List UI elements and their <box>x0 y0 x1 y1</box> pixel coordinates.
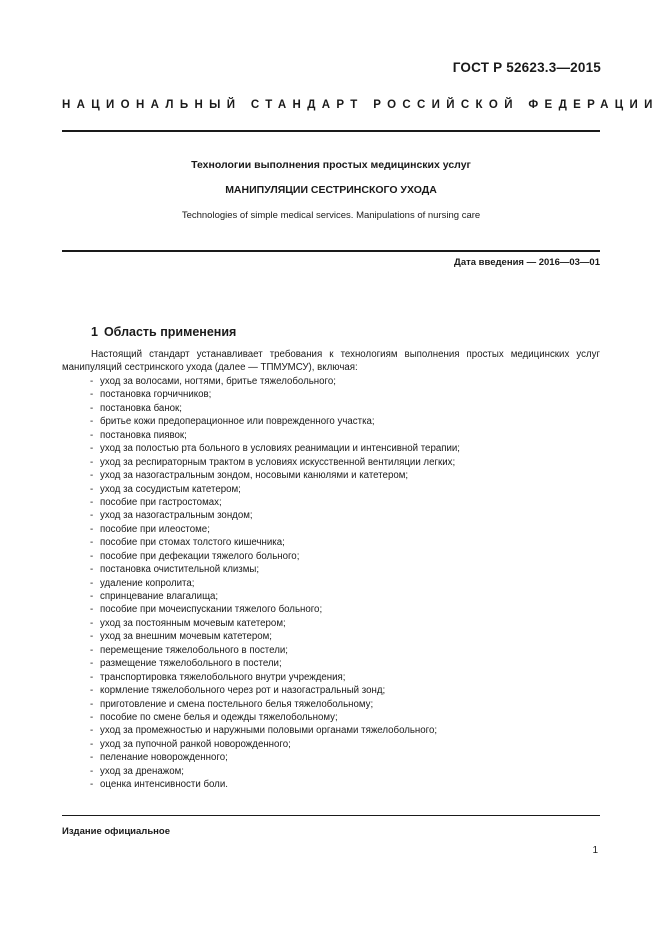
list-item <box>90 456 460 469</box>
section-heading <box>91 325 236 339</box>
list-item-text: приготовление и смена постельного белья тяжелобольному; <box>100 698 374 710</box>
list-dash: - <box>90 537 94 549</box>
list-item-text: уход за внешним мочевым катетером; <box>100 631 272 643</box>
top-divider <box>62 130 600 132</box>
list-dash: - <box>90 443 94 455</box>
list-item <box>90 657 460 670</box>
official-edition-label: Издание официальное <box>62 826 170 837</box>
list-dash: - <box>90 483 94 495</box>
list-dash: - <box>90 725 94 737</box>
list-item-text: постановка очистительной клизмы; <box>100 564 260 576</box>
list-item-text: удаление копролита; <box>100 577 195 589</box>
list-item <box>90 550 460 563</box>
document-title: Технологии выполнения простых медицинских услуг <box>191 159 471 171</box>
list-item <box>90 711 460 724</box>
section-title: Область применения <box>103 325 237 339</box>
list-dash: - <box>90 416 94 428</box>
list-item-text: уход за промежностью и наружными половыми органами тяжелобольного; <box>100 725 438 737</box>
list-item <box>90 563 460 576</box>
list-dash: - <box>90 402 94 414</box>
list-item <box>90 388 460 401</box>
list-dash: - <box>90 644 94 656</box>
list-item <box>90 590 460 603</box>
list-item-text: постановка пиявок; <box>100 429 187 441</box>
list-item <box>90 577 460 590</box>
list-item <box>90 509 460 522</box>
list-item <box>90 375 460 388</box>
list-item <box>90 469 460 482</box>
list-item <box>90 402 460 415</box>
list-item-text: уход за респираторным трактом в условиях искусственной вентиляции легких; <box>100 456 456 468</box>
list-dash: - <box>90 671 94 683</box>
list-item <box>90 483 460 496</box>
list-item <box>90 765 460 778</box>
list-dash: - <box>90 779 94 791</box>
list-item <box>90 442 460 455</box>
list-item <box>90 496 460 509</box>
list-item-text: пособие при гастростомах; <box>100 496 222 508</box>
list-item <box>90 536 460 549</box>
list-item-text: уход за назогастральным зондом; <box>100 510 253 522</box>
list-item <box>90 751 460 764</box>
list-dash: - <box>90 550 94 562</box>
list-item <box>90 603 460 616</box>
list-dash: - <box>90 698 94 710</box>
list-item-text: пособие при илеостоме; <box>100 523 210 535</box>
list-item-text: бритье кожи предоперационное или поврежденного участка; <box>100 416 375 428</box>
list-item <box>90 684 460 697</box>
list-item <box>90 644 460 657</box>
list-dash: - <box>90 389 94 401</box>
scope-list <box>90 375 460 792</box>
list-item-text: уход за сосудистым катетером; <box>100 483 241 495</box>
list-item-text: размещение тяжелобольного в постели; <box>100 658 282 670</box>
list-item-text: уход за дренажом; <box>100 765 185 777</box>
list-item-text: уход за полостью рта больного в условиях реанимации и интенсивной терапии; <box>100 443 460 455</box>
list-dash: - <box>90 765 94 777</box>
list-dash: - <box>90 564 94 576</box>
list-item-text: пособие по смене белья и одежды тяжелобольному; <box>100 711 338 723</box>
list-item-text: перемещение тяжелобольного в постели; <box>100 644 288 656</box>
list-item-text: спринцевание влагалища; <box>100 591 219 602</box>
list-item-text: уход за волосами, ногтями, бритье тяжелобольного; <box>100 376 336 387</box>
list-item <box>90 778 460 791</box>
list-item-text: уход за постоянным мочевым катетером; <box>100 617 286 629</box>
list-item-text: оценка интенсивности боли. <box>100 779 228 791</box>
list-item-text: постановка банок; <box>100 402 182 414</box>
list-dash: - <box>90 617 94 629</box>
list-dash: - <box>90 510 94 522</box>
section-intro-paragraph: Настоящий стандарт устанавливает требования к технологиям выполнения простых медицинских услуг манипуляций сестринского ухода (далее — ТПМУМСУ), включая: <box>62 349 600 374</box>
list-dash: - <box>90 429 94 441</box>
list-dash: - <box>90 711 94 723</box>
list-item-text: пособие при мочеиспускании тяжелого больного; <box>100 604 323 616</box>
footer-divider <box>62 815 600 816</box>
list-dash: - <box>90 604 94 616</box>
list-dash: - <box>90 456 94 468</box>
list-dash: - <box>90 577 94 589</box>
list-dash: - <box>90 523 94 535</box>
list-item-text: постановка горчичников; <box>100 389 212 401</box>
list-dash: - <box>90 685 94 697</box>
list-dash: - <box>90 738 94 750</box>
list-dash: - <box>90 658 94 670</box>
list-dash: - <box>90 376 94 387</box>
list-item <box>90 738 460 751</box>
list-item <box>90 698 460 711</box>
list-item-text: кормление тяжелобольного через рот и назогастральный зонд; <box>100 685 386 697</box>
list-dash: - <box>90 752 94 764</box>
list-dash: - <box>90 631 94 643</box>
document-number: ГОСТ Р 52623.3—2015 <box>452 60 601 75</box>
national-standard-title: НАЦИОНАЛЬНЫЙ СТАНДАРТ РОССИЙСКОЙ ФЕДЕРАЦИИ <box>62 99 659 111</box>
list-item <box>90 429 460 442</box>
introduction-date: Дата введения — 2016—03—01 <box>454 257 600 268</box>
list-item-text: пособие при дефекации тяжелого больного; <box>100 550 300 562</box>
list-item <box>90 630 460 643</box>
list-item-text: транспортировка тяжелобольного внутри учреждения; <box>100 671 346 683</box>
list-item-text: пособие при стомах толстого кишечника; <box>100 537 285 549</box>
list-item <box>90 415 460 428</box>
list-dash: - <box>90 591 94 602</box>
list-item <box>90 523 460 536</box>
list-item <box>90 617 460 630</box>
list-item <box>90 724 460 737</box>
list-item-text: уход за пупочной ранкой новорожденного; <box>100 738 291 750</box>
title-divider <box>62 250 600 252</box>
list-dash: - <box>90 496 94 508</box>
list-dash: - <box>90 470 94 482</box>
list-item <box>90 671 460 684</box>
list-item-text: пеленание новорожденного; <box>100 752 228 764</box>
list-item-text: уход за назогастральным зондом, носовыми канюлями и катетером; <box>100 470 409 482</box>
page-number: 1 <box>592 845 598 856</box>
document-subtitle: МАНИПУЛЯЦИИ СЕСТРИНСКОГО УХОДА <box>225 184 437 196</box>
section-number: 1 <box>91 325 98 339</box>
english-title: Technologies of simple medical services. Manipulations of nursing care <box>181 210 481 221</box>
